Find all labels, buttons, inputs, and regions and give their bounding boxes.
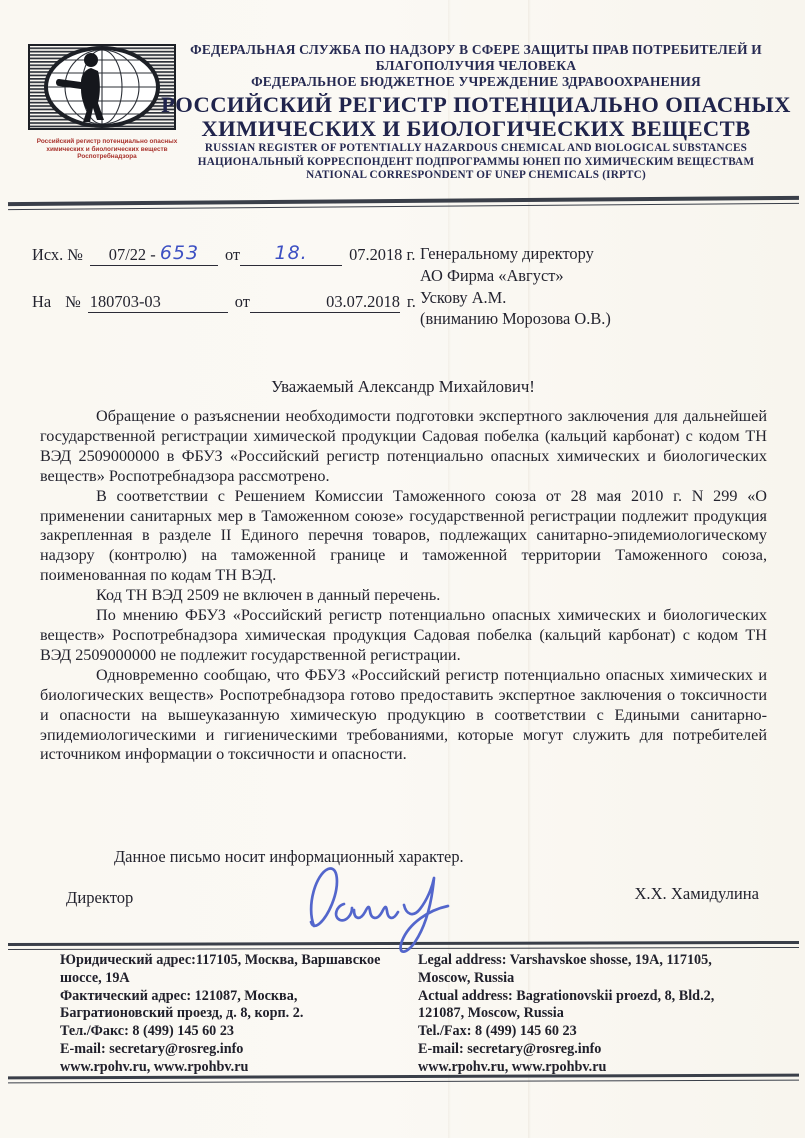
- incoming-number-field: 180703-03: [88, 292, 228, 313]
- addressee-block: [420, 243, 750, 330]
- header-divider: [8, 196, 799, 210]
- addressee-position: Генеральному директору: [420, 244, 594, 263]
- incoming-from-label: от: [234, 292, 250, 311]
- incoming-date-suffix: г.: [406, 292, 416, 311]
- addressee-attention: (вниманию Морозова О.В.): [420, 309, 611, 329]
- footer-line: Фактический адрес: 121087, Москва,: [60, 987, 298, 1004]
- addressee-person: Ускову А.М.: [420, 287, 507, 307]
- incoming-date-field: 03.07.2018: [250, 292, 400, 313]
- logo-caption-line: Российский регистр потенциально опасных: [36, 138, 178, 145]
- footer-line: шоссе, 19А: [60, 969, 130, 986]
- outgoing-ref-label: Исх. №: [32, 245, 83, 264]
- closing-note: Данное письмо носит информационный характер.: [114, 847, 464, 866]
- org-subtitle-en: RUSSIAN REGISTER OF POTENTIALLY HAZARDOUS CHEMICAL AND BIOLOGICAL SUBSTANCES: [204, 142, 748, 154]
- footer-line: E-mail: secretary@rosreg.info: [418, 1040, 602, 1057]
- footer-line: Tel./Fax: 8 (499) 145 60 23: [418, 1023, 577, 1040]
- footer-line: E-mail: secretary@rosreg.info: [60, 1040, 244, 1057]
- footer-line: www.rpohv.ru, www.rpohbv.ru: [60, 1058, 249, 1075]
- letterhead: [152, 42, 800, 182]
- footer-line: Moscow, Russia: [418, 969, 515, 986]
- agency-name-line1: ФЕДЕРАЛЬНАЯ СЛУЖБА ПО НАДЗОРУ В СФЕРЕ ЗАЩИТЫ ПРАВ ПОТРЕБИТЕЛЕЙ И: [190, 42, 762, 57]
- agency-name-line2: БЛАГОПОЛУЧИЯ ЧЕЛОВЕКА: [375, 58, 577, 73]
- letter-body: [40, 407, 767, 765]
- paragraph: Одновременно сообщаю, что ФБУЗ «Российский регистр потенциально опасных химических и биологических веществ» Роспотребнадзора готово предоставить экспертное заключения о токсичности и опасности на вышеуказанную химическую продукцию в соответствии с Едиными санитарно-эпидемиологическими и гигиеническими требованиями, которые могут служить для потребителей источником информации о токсичности и опасности.: [40, 665, 767, 764]
- handwritten-signature-icon: [300, 858, 490, 960]
- institution-line: ФЕДЕРАЛЬНОЕ БЮДЖЕТНОЕ УЧРЕЖДЕНИЕ ЗДРАВООХРАНЕНИЯ: [251, 74, 701, 89]
- paragraph: По мнению ФБУЗ «Российский регистр потенциально опасных химических и биологических веществ» Роспотребнадзора химическая продукция Садовая побелка (кальций карбонат) с кодом ТН ВЭД 2509000000 не подлежит государственной регистрации.: [40, 606, 767, 664]
- footer-line: Багратионовский проезд, д. 8, корп. 2.: [60, 1005, 304, 1022]
- reference-block: [32, 243, 432, 313]
- incoming-ref-label: На: [32, 292, 52, 311]
- outgoing-date: 07.2018 г.: [349, 245, 416, 264]
- paragraph: Код ТН ВЭД 2509 не включен в данный перечень.: [96, 586, 441, 605]
- footer-address-ru: [60, 952, 412, 1077]
- logo-caption-line: химических и биологических веществ: [46, 145, 168, 153]
- org-subtitle-unep-en: NATIONAL CORRESPONDENT OF UNEP CHEMICALS (IRPTC): [306, 169, 646, 182]
- paragraph: Обращение о разъяснении необходимости подготовки экспертного заключения для дальнейшей государственной регистрации химической продукции Садовая побелка (кальций карбонат) с кодом ТН ВЭД 2509000000 в ФБУЗ «Российский регистр потенциально опасных химических и биологических веществ» Роспотребнадзора рассмотрено.: [40, 407, 767, 485]
- org-subtitle-unep-ru: НАЦИОНАЛЬНЫЙ КОРРЕСПОНДЕНТ ПОДПРОГРАММЫ ЮНЕП ПО ХИМИЧЕСКИМ ВЕЩЕСТВАМ: [197, 155, 755, 168]
- addressee-company: АО Фирма «Август»: [420, 265, 564, 285]
- footer-line: www.rpohv.ru, www.rpohbv.ru: [418, 1058, 607, 1075]
- outgoing-number-field: [90, 243, 218, 266]
- footer-line: Legal address: Varshavskoe shosse, 19A, 117105,: [418, 952, 712, 968]
- outgoing-day-handwritten: 18.: [274, 242, 308, 264]
- outgoing-from-label: от: [224, 245, 241, 264]
- footer-line: Юридический адрес:117105, Москва, Варшавское: [60, 952, 381, 968]
- signer-name: Х.Х. Хамидулина: [634, 884, 759, 903]
- footer-line: Actual address: Bagrationovskii proezd, 8, Bld.2,: [418, 987, 715, 1004]
- incoming-no-sign: №: [65, 292, 81, 311]
- outgoing-ref-row: [32, 243, 432, 266]
- incoming-ref-row: [32, 292, 432, 313]
- org-title-line2: ХИМИЧЕСКИХ И БИОЛОГИЧЕСКИХ ВЕЩЕСТВ: [201, 116, 751, 141]
- outgoing-number-printed: 07/22 -: [108, 245, 156, 264]
- footer-line: Тел./Факс: 8 (499) 145 60 23: [60, 1023, 235, 1040]
- footer-bottom-divider: [8, 1074, 799, 1084]
- org-title-line1: РОССИЙСКИЙ РЕГИСТР ПОТЕНЦИАЛЬНО ОПАСНЫХ: [161, 92, 791, 117]
- signer-title: Директор: [66, 888, 134, 907]
- footer-line: 121087, Moscow, Russia: [418, 1005, 564, 1022]
- outgoing-day-field: [240, 243, 342, 266]
- logo-caption-line: Роспотребнадзора: [77, 153, 137, 161]
- paragraph: В соответствии с Решением Комиссии Таможенного союза от 28 мая 2010 г. N 299 «О применении санитарных мер в Таможенном союзе» государственной регистрации подлежит продукция закрепленная в разделе II Единого перечня товаров, подлежащих санитарно-эпидемиологическому надзору (контролю) на таможенной границе и таможенной территории Таможенного союза, поименованная по кодам ТН ВЭД.: [40, 486, 767, 585]
- footer-address-en: [418, 952, 770, 1077]
- outgoing-number-handwritten: 653: [159, 242, 200, 264]
- salutation: Уважаемый Александр Михайлович!: [271, 377, 535, 396]
